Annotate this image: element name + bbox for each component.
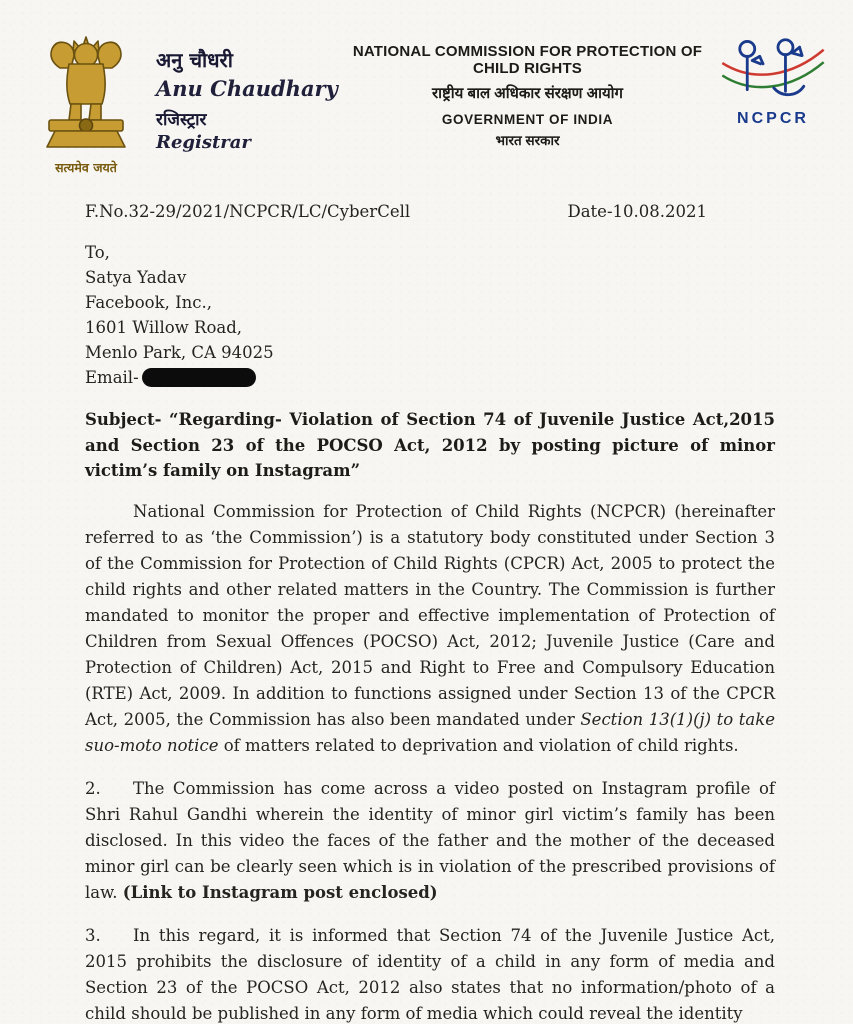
recipient-salutation: To, — [85, 243, 110, 262]
paragraph-1-text: National Commission for Protection of Child Rights (NCPCR) (hereinafter referred to as ‘the Commission’) is a statutory body constituted under Section 3 of the Commission for Protection of Child Rights (CPCR) Act, 2005 to protect the child rights and other related matters in the Country. The Commission is further mandated to monitor the proper and effective implementation of Protection of Children from Sexual Offences (POCSO) Act, 2012; Juvenile Justice (Care and Protection of Children) Act, 2015 and Right to Free and Compulsory Education (RTE) Act, 2009. In addition to functions assigned under Section 13 of the CPCR Act, 2005, the Commission has also been mandated under — [85, 501, 775, 729]
letter-content — [0, 202, 853, 1024]
file-number: F.No.32-29/2021/NCPCR/LC/CyberCell — [85, 202, 411, 221]
body-paragraph-1 — [85, 499, 775, 759]
registrar-title-english: Registrar — [156, 132, 251, 153]
emblem-motto: सत्यमेव जयते — [55, 160, 117, 175]
org-name-english: NATIONAL COMMISSION FOR PROTECTION OF CHILD RIGHTS — [352, 43, 703, 77]
reference-line — [85, 202, 775, 221]
email-label: Email- — [85, 368, 139, 387]
paragraph-1-text-end: of matters related to deprivation and violation of child rights. — [218, 735, 739, 755]
body-paragraph-3 — [85, 923, 775, 1024]
body-paragraph-2 — [85, 776, 775, 906]
paragraph-3-number: 3. — [85, 925, 101, 945]
registrar-name-english: Anu Chaudhary — [156, 76, 338, 101]
registrar-title-hindi: रजिस्ट्रार — [156, 110, 207, 130]
ncpcr-logo-text: NCPCR — [737, 110, 809, 127]
recipient-name: Satya Yadav — [85, 268, 187, 287]
letter-date: Date-10.08.2021 — [567, 202, 707, 221]
letterhead — [0, 34, 853, 176]
email-redaction-bar — [142, 368, 256, 387]
recipient-street: 1601 Willow Road, — [85, 318, 243, 337]
paragraph-3-text: In this regard, it is informed that Section 74 of the Juvenile Justice Act, 2015 prohibits the disclosure of identity of a child in any form of media and Section 23 of the POCSO Act, 2012 also states that no information/photo of a child should be published in any form of media which could reveal the identity — [85, 925, 775, 1023]
paragraph-2-number: 2. — [85, 778, 101, 798]
government-of-india-hindi: भारत सरकार — [495, 133, 560, 148]
ncpcr-logo-block — [711, 34, 835, 128]
recipient-address-block — [85, 240, 775, 390]
org-name-hindi: राष्ट्रीय बाल अधिकार संरक्षण आयोग — [431, 85, 623, 102]
paragraph-2-bold-note: (Link to Instagram post enclosed) — [122, 882, 438, 902]
subject-line: Subject- “Regarding- Violation of Section 74 of Juvenile Justice Act,2015 and Section 23 of the POCSO Act, 2012 by posting picture of minor victim’s family on Instagram” — [85, 410, 775, 480]
ashoka-emblem-block — [30, 34, 142, 176]
government-of-india-english: GOVERNMENT OF INDIA — [441, 112, 614, 127]
registrar-block — [156, 34, 344, 153]
recipient-city: Menlo Park, CA 94025 — [85, 343, 274, 362]
org-title-block — [344, 34, 711, 149]
recipient-company: Facebook, Inc., — [85, 293, 212, 312]
registrar-name-hindi: अनु चौधरी — [156, 48, 233, 72]
paragraph-2-text: The Commission has come across a video posted on Instagram profile of Shri Rahul Gandhi wherein the identity of minor girl victim’s family has been disclosed. In this video the faces of the father and the mother of the deceased minor girl can be clearly seen which is in violation of the prescribed provisions of law. — [85, 778, 775, 902]
recipient-email-line — [85, 365, 775, 390]
paragraph-1-italic-citation: Section 13(1)(j) to take suo-moto notice — [85, 709, 775, 755]
ashoka-emblem-icon — [36, 139, 136, 158]
